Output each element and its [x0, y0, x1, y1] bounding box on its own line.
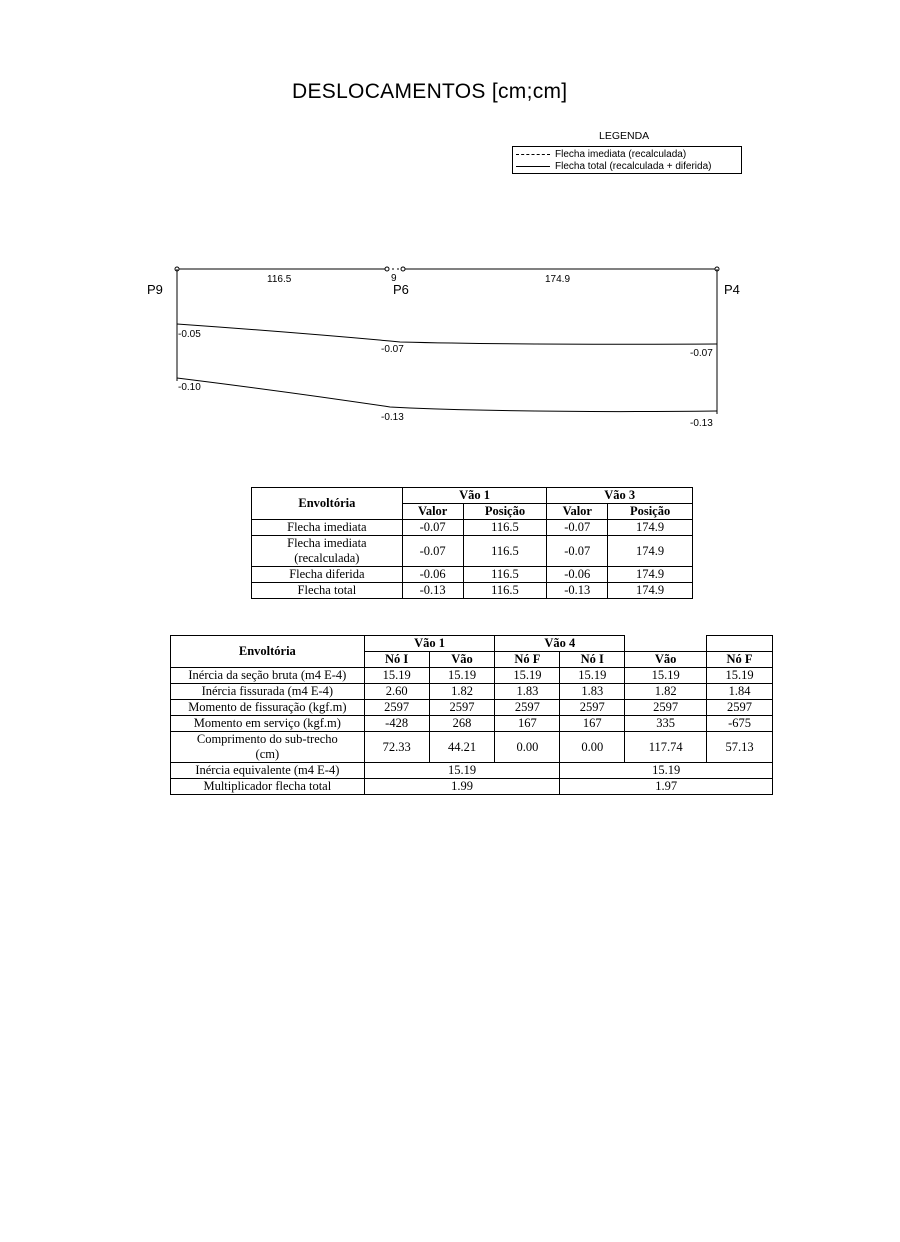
table-cell: 335	[625, 716, 707, 732]
total-deflection-curve	[177, 378, 717, 412]
empty-header-cell	[625, 636, 707, 652]
support-label-p6: P6	[393, 282, 409, 297]
table-cell: 116.5	[463, 567, 547, 583]
table-cell: 1.84	[707, 684, 773, 700]
table-cell: 2.60	[364, 684, 429, 700]
column-header: Posição	[463, 504, 547, 520]
table-cell: -0.07	[547, 520, 608, 536]
table-cell: 15.19	[625, 668, 707, 684]
table-cell: 2597	[495, 700, 560, 716]
column-header: Posição	[608, 504, 693, 520]
node-circle	[385, 267, 389, 271]
row-label: Flecha imediata	[252, 520, 403, 536]
table-cell: -0.06	[547, 567, 608, 583]
row-label: Flecha imediata (recalculada)	[252, 536, 403, 567]
total-value-label: -0.13	[690, 418, 713, 429]
support-label-p4: P4	[724, 282, 740, 297]
table-cell: 0.00	[495, 732, 560, 763]
table-cell: 15.19	[560, 668, 625, 684]
total-value-label: -0.10	[178, 382, 201, 393]
table-cell: 15.19	[364, 668, 429, 684]
table-row	[171, 779, 773, 795]
table-row	[252, 520, 693, 536]
node-mark-label: 9	[391, 273, 397, 284]
span-length-1: 116.5	[267, 274, 292, 285]
table-cell: -0.07	[402, 520, 463, 536]
deflection-envelope-table	[251, 487, 693, 599]
page-title: DESLOCAMENTOS [cm;cm]	[292, 80, 568, 103]
legend-item-label: Flecha imediata (recalculada)	[555, 149, 687, 160]
table-row	[252, 536, 693, 567]
column-header: Valor	[547, 504, 608, 520]
row-label: Comprimento do sub-trecho (cm)	[171, 732, 365, 763]
table-cell: 2597	[625, 700, 707, 716]
table-corner: Envoltória	[171, 636, 365, 668]
table-row	[171, 763, 773, 779]
table-cell: 1.82	[429, 684, 495, 700]
table-cell: 117.74	[625, 732, 707, 763]
table-cell: 1.97	[560, 779, 773, 795]
table-row	[171, 716, 773, 732]
table-row	[171, 732, 773, 763]
column-header: Vão	[625, 652, 707, 668]
table-row	[171, 684, 773, 700]
row-label: Multiplicador flecha total	[171, 779, 365, 795]
immediate-value-label: -0.07	[381, 344, 404, 355]
column-header: Nó I	[560, 652, 625, 668]
table-cell: -675	[707, 716, 773, 732]
inertia-table	[170, 635, 773, 795]
row-label: Momento em serviço (kgf.m)	[171, 716, 365, 732]
column-header: Nó F	[495, 652, 560, 668]
table-cell: 44.21	[429, 732, 495, 763]
table-cell: 116.5	[463, 583, 547, 599]
column-header: Nó F	[707, 652, 773, 668]
row-label: Flecha total	[252, 583, 403, 599]
row-label: Inércia da seção bruta (m4 E-4)	[171, 668, 365, 684]
span-length-2: 174.9	[545, 274, 571, 285]
table-cell: 2597	[560, 700, 625, 716]
table-cell: -0.07	[547, 536, 608, 567]
table-cell: 174.9	[608, 520, 693, 536]
legend-title: LEGENDA	[599, 130, 650, 142]
span-header: Vão 4	[495, 636, 625, 652]
table-cell: 1.99	[364, 779, 560, 795]
table-cell: 116.5	[463, 536, 547, 567]
table-cell: 15.19	[560, 763, 773, 779]
span-header: Vão 1	[364, 636, 495, 652]
total-value-label: -0.13	[381, 412, 404, 423]
table-row	[252, 567, 693, 583]
span-header: Vão 1	[402, 488, 547, 504]
table-cell: 174.9	[608, 536, 693, 567]
table-cell: -0.07	[402, 536, 463, 567]
empty-header-cell	[707, 636, 773, 652]
column-header: Nó I	[364, 652, 429, 668]
deflection-diagram	[0, 0, 900, 460]
table-cell: 2597	[429, 700, 495, 716]
table-cell: -428	[364, 716, 429, 732]
column-header: Valor	[402, 504, 463, 520]
table-cell: -0.13	[547, 583, 608, 599]
node-circle	[401, 267, 405, 271]
immediate-value-label: -0.07	[690, 348, 713, 359]
immediate-deflection-curve	[177, 324, 717, 344]
row-label: Inércia equivalente (m4 E-4)	[171, 763, 365, 779]
table-row	[252, 583, 693, 599]
table-row	[171, 668, 773, 684]
table-cell: 174.9	[608, 583, 693, 599]
span-header: Vão 3	[547, 488, 693, 504]
table-cell: 15.19	[429, 668, 495, 684]
table-cell: 1.83	[495, 684, 560, 700]
legend-item-label: Flecha total (recalculada + diferida)	[555, 161, 712, 172]
table-cell: 167	[560, 716, 625, 732]
row-label: Inércia fissurada (m4 E-4)	[171, 684, 365, 700]
table-cell: 116.5	[463, 520, 547, 536]
table-corner: Envoltória	[252, 488, 403, 520]
table-cell: 0.00	[560, 732, 625, 763]
table-cell: 72.33	[364, 732, 429, 763]
row-label: Momento de fissuração (kgf.m)	[171, 700, 365, 716]
table-row	[171, 700, 773, 716]
table-cell: -0.13	[402, 583, 463, 599]
table-cell: 174.9	[608, 567, 693, 583]
table-cell: 167	[495, 716, 560, 732]
table-cell: 15.19	[495, 668, 560, 684]
table-cell: -0.06	[402, 567, 463, 583]
table-cell: 2597	[364, 700, 429, 716]
support-label-p9: P9	[147, 282, 163, 297]
table-cell: 57.13	[707, 732, 773, 763]
table-cell: 15.19	[707, 668, 773, 684]
column-header: Vão	[429, 652, 495, 668]
row-label: Flecha diferida	[252, 567, 403, 583]
table-cell: 1.82	[625, 684, 707, 700]
table-cell: 15.19	[364, 763, 560, 779]
immediate-value-label: -0.05	[178, 329, 201, 340]
table-cell: 2597	[707, 700, 773, 716]
table-cell: 268	[429, 716, 495, 732]
table-cell: 1.83	[560, 684, 625, 700]
